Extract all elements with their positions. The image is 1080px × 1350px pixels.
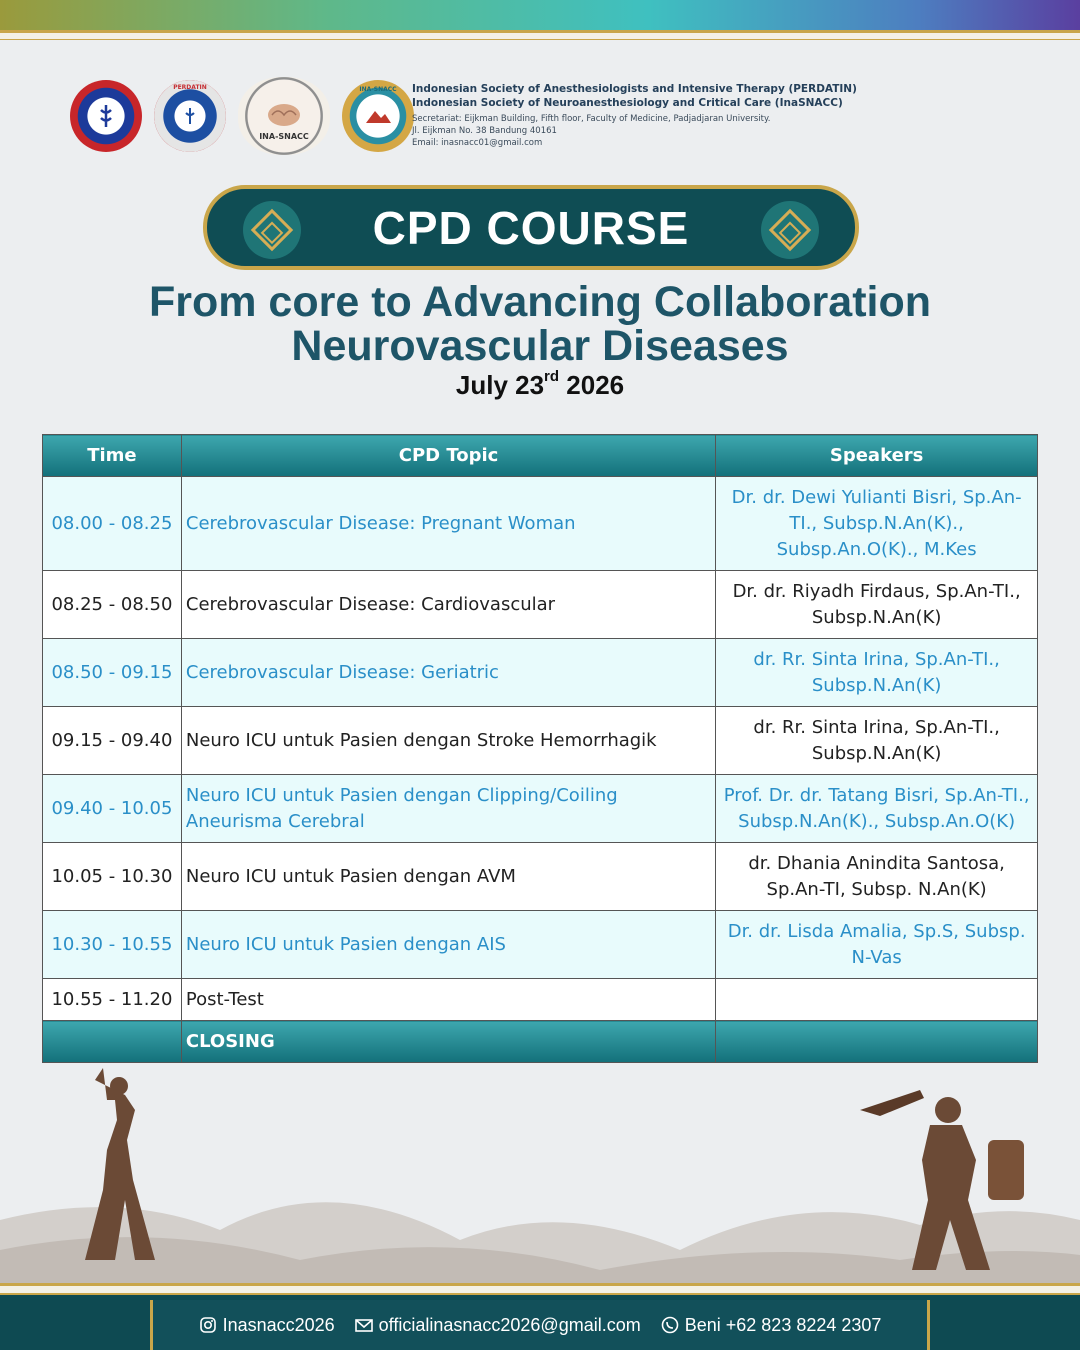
banner-title: CPD COURSE (372, 201, 690, 254)
table-row (43, 639, 1038, 707)
row-speaker: dr. Rr. Sinta Irina, Sp.An-TI., Subsp.N.An(K) (716, 707, 1038, 775)
row-time: 10.30 - 10.55 (43, 911, 182, 979)
inasnacc-brain-logo (238, 77, 330, 155)
org-name-perdatin: Indonesian Society of Anesthesiologists and Intensive Therapy (PERDATIN) (412, 83, 857, 95)
closing-label: CLOSING (181, 1021, 715, 1063)
course-title-line2: Neurovascular Diseases (291, 322, 789, 370)
course-date: July 23rd 2026 (455, 368, 625, 400)
schedule-table (42, 434, 1038, 1063)
footer-gold-border (0, 1283, 1080, 1295)
header-speakers: Speakers (716, 435, 1038, 477)
perdatin-logo (154, 80, 226, 152)
dancer-left-illustration (55, 1060, 175, 1280)
email-contact[interactable] (355, 1315, 641, 1336)
row-topic: Neuro ICU untuk Pasien dengan Clipping/Coiling Aneurisma Cerebral (181, 775, 715, 843)
row-time: 09.40 - 10.05 (43, 775, 182, 843)
row-topic: Cerebrovascular Disease: Pregnant Woman (181, 477, 715, 571)
whatsapp-contact[interactable] (661, 1315, 882, 1336)
row-topic: Cerebrovascular Disease: Geriatric (181, 639, 715, 707)
mail-icon (355, 1316, 373, 1334)
whatsapp-icon (661, 1316, 679, 1334)
cpd-course-banner (203, 185, 859, 270)
header-time: Time (43, 435, 182, 477)
org-address: Jl. Eijkman No. 38 Bandung 40161 (412, 126, 557, 136)
row-speaker: Prof. Dr. dr. Tatang Bisri, Sp.An-TI., Subsp.N.An(K)., Subsp.An.O(K) (716, 775, 1038, 843)
row-topic: Cerebrovascular Disease: Cardiovascular (181, 571, 715, 639)
inasnacc-emblem-label: INA-SNACC (359, 86, 397, 93)
row-time: 08.00 - 08.25 (43, 477, 182, 571)
row-topic: Neuro ICU untuk Pasien dengan AIS (181, 911, 715, 979)
row-speaker: Dr. dr. Riyadh Firdaus, Sp.An-TI., Subsp.N.An(K) (716, 571, 1038, 639)
table-row (43, 911, 1038, 979)
row-topic: Post-Test (181, 979, 715, 1021)
org-secretariat: Secretariat: Eijkman Building, Fifth floor, Faculty of Medicine, Padjadjaran University. (412, 114, 771, 124)
instagram-handle: Inasnacc2026 (222, 1314, 335, 1335)
table-row (43, 775, 1038, 843)
whatsapp-contact-text: Beni +62 823 8224 2307 (684, 1314, 882, 1335)
inasnacc-emblem-logo (342, 80, 414, 152)
organization-info (412, 82, 882, 149)
closing-speaker-cell (716, 1021, 1038, 1063)
closing-time-cell (43, 1021, 182, 1063)
row-topic: Neuro ICU untuk Pasien dengan AVM (181, 843, 715, 911)
inasnacc-logo-label: INA-SNACC (259, 132, 309, 141)
contact-email: officialinasnacc2026@gmail.com (378, 1314, 641, 1335)
row-time: 09.15 - 09.40 (43, 707, 182, 775)
table-row (43, 707, 1038, 775)
warrior-right-illustration (850, 1070, 1040, 1280)
top-gold-border (0, 30, 1080, 40)
table-row (43, 571, 1038, 639)
table-header-row (43, 435, 1038, 477)
instagram-contact[interactable] (199, 1315, 335, 1336)
row-time: 08.25 - 08.50 (43, 571, 182, 639)
row-speaker: dr. Rr. Sinta Irina, Sp.An-TI., Subsp.N.An(K) (716, 639, 1038, 707)
footer-contacts (150, 1300, 930, 1350)
closing-row (43, 1021, 1038, 1063)
org-email: Email: inasnacc01@gmail.com (412, 138, 543, 148)
ornament-left-icon (243, 201, 301, 259)
perdatin-emblem-logo (70, 80, 142, 152)
row-speaker: Dr. dr. Lisda Amalia, Sp.S, Subsp. N-Vas (716, 911, 1038, 979)
row-speaker: Dr. dr. Dewi Yulianti Bisri, Sp.An-TI., Subsp.N.An(K)., Subsp.An.O(K)., M.Kes (716, 477, 1038, 571)
header-topic: CPD Topic (181, 435, 715, 477)
row-speaker (716, 979, 1038, 1021)
perdatin-logo-label: PERDATIN (173, 84, 207, 91)
logo-row (70, 78, 414, 154)
row-time: 10.55 - 11.20 (43, 979, 182, 1021)
top-gradient-bar (0, 0, 1080, 30)
row-time: 10.05 - 10.30 (43, 843, 182, 911)
table-row (43, 979, 1038, 1021)
row-time: 08.50 - 09.15 (43, 639, 182, 707)
course-title-line1: From core to Advancing Collaboration (148, 278, 932, 326)
org-name-inasnacc: Indonesian Society of Neuroanesthesiology and Critical Care (InaSNACC) (412, 97, 843, 109)
ornament-right-icon (761, 201, 819, 259)
instagram-icon (199, 1316, 217, 1334)
table-row (43, 477, 1038, 571)
row-topic: Neuro ICU untuk Pasien dengan Stroke Hemorrhagik (181, 707, 715, 775)
table-row (43, 843, 1038, 911)
row-speaker: dr. Dhania Anindita Santosa, Sp.An-TI, Subsp. N.An(K) (716, 843, 1038, 911)
